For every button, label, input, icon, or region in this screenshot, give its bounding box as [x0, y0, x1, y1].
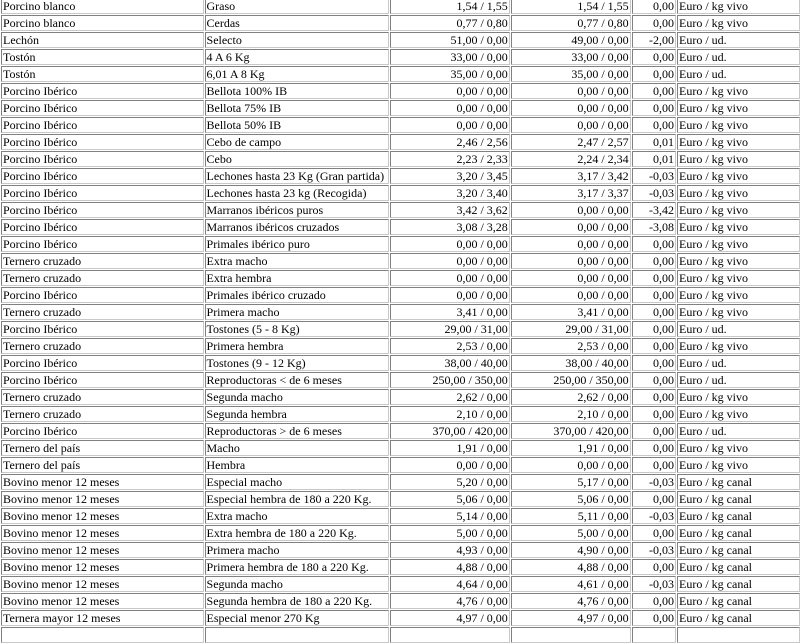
current-price-cell: 4,97 / 0,00	[511, 610, 631, 626]
type-cell: Segunda macho	[205, 576, 389, 592]
table-row	[1, 593, 800, 609]
previous-price-cell: 29,00 / 31,00	[390, 321, 510, 337]
category-cell: Porcino Ibérico	[1, 423, 204, 439]
table-row	[1, 491, 800, 507]
unit-cell: Euro / kg canal	[677, 474, 800, 490]
current-price-cell: 2,10 / 0,00	[511, 406, 631, 422]
table-row	[1, 457, 800, 473]
previous-price-cell: 2,53 / 0,00	[390, 338, 510, 354]
table-row	[1, 338, 800, 354]
type-cell: Bellota 100% IB	[205, 83, 389, 99]
change-cell: -0,03	[632, 168, 676, 184]
unit-cell: Euro / kg vivo	[677, 185, 800, 201]
unit-cell: Euro / kg canal	[677, 576, 800, 592]
type-cell: Segunda macho	[205, 389, 389, 405]
change-cell: -2,00	[632, 32, 676, 48]
change-cell: 0,00	[632, 117, 676, 133]
category-cell: Bovino menor 12 meses	[1, 576, 204, 592]
current-price-cell: 4,61 / 0,00	[511, 576, 631, 592]
current-price-cell: 0,00 / 0,00	[511, 219, 631, 235]
table-row	[1, 134, 800, 150]
change-cell: -3,08	[632, 219, 676, 235]
unit-cell: Euro / ud.	[677, 372, 800, 388]
unit-cell: Euro / kg vivo	[677, 134, 800, 150]
table-row	[1, 389, 800, 405]
type-cell: Reproductoras < de 6 meses	[205, 372, 389, 388]
change-cell: -0,03	[632, 185, 676, 201]
table-row	[1, 185, 800, 201]
change-cell: 0,00	[632, 270, 676, 286]
change-cell: 0,00	[632, 0, 676, 14]
previous-price-cell: 0,77 / 0,80	[390, 15, 510, 31]
change-cell: 0,01	[632, 151, 676, 167]
type-cell: Cebo de campo	[205, 134, 389, 150]
type-cell: Graso	[205, 0, 389, 14]
category-cell: Bovino menor 12 meses	[1, 525, 204, 541]
previous-price-cell: 0,00 / 0,00	[390, 287, 510, 303]
category-cell: Ternero cruzado	[1, 389, 204, 405]
unit-cell: Euro / kg vivo	[677, 253, 800, 269]
table-row	[1, 117, 800, 133]
category-cell: Porcino Ibérico	[1, 151, 204, 167]
category-cell: Ternera mayor 12 meses	[1, 610, 204, 626]
unit-cell	[677, 627, 800, 643]
type-cell: Cebo	[205, 151, 389, 167]
previous-price-cell: 4,76 / 0,00	[390, 593, 510, 609]
change-cell: -3,42	[632, 202, 676, 218]
table-row	[1, 66, 800, 82]
previous-price-cell: 5,14 / 0,00	[390, 508, 510, 524]
table-row	[1, 610, 800, 626]
unit-cell: Euro / ud.	[677, 32, 800, 48]
previous-price-cell: 0,00 / 0,00	[390, 457, 510, 473]
previous-price-cell: 3,20 / 3,40	[390, 185, 510, 201]
category-cell: Porcino Ibérico	[1, 355, 204, 371]
current-price-cell: 0,00 / 0,00	[511, 236, 631, 252]
current-price-cell	[511, 627, 631, 643]
unit-cell: Euro / kg canal	[677, 559, 800, 575]
category-cell: Bovino menor 12 meses	[1, 542, 204, 558]
current-price-cell: 0,00 / 0,00	[511, 287, 631, 303]
category-cell: Porcino Ibérico	[1, 185, 204, 201]
category-cell: Porcino Ibérico	[1, 83, 204, 99]
table-row	[1, 423, 800, 439]
previous-price-cell: 4,93 / 0,00	[390, 542, 510, 558]
change-cell: 0,01	[632, 134, 676, 150]
unit-cell: Euro / kg vivo	[677, 202, 800, 218]
change-cell: 0,00	[632, 440, 676, 456]
type-cell: Primera macho	[205, 542, 389, 558]
table-row	[1, 525, 800, 541]
current-price-cell: 0,77 / 0,80	[511, 15, 631, 31]
change-cell: 0,00	[632, 66, 676, 82]
change-cell: 0,00	[632, 491, 676, 507]
unit-cell: Euro / kg vivo	[677, 406, 800, 422]
previous-price-cell: 51,00 / 0,00	[390, 32, 510, 48]
table-row	[1, 576, 800, 592]
table-row	[1, 440, 800, 456]
previous-price-cell: 0,00 / 0,00	[390, 117, 510, 133]
current-price-cell: 4,88 / 0,00	[511, 559, 631, 575]
category-cell: Ternero cruzado	[1, 270, 204, 286]
type-cell: Segunda hembra	[205, 406, 389, 422]
previous-price-cell: 38,00 / 40,00	[390, 355, 510, 371]
current-price-cell: 2,47 / 2,57	[511, 134, 631, 150]
category-cell: Porcino blanco	[1, 15, 204, 31]
previous-price-cell: 4,88 / 0,00	[390, 559, 510, 575]
previous-price-cell: 5,20 / 0,00	[390, 474, 510, 490]
previous-price-cell: 4,64 / 0,00	[390, 576, 510, 592]
unit-cell: Euro / kg vivo	[677, 457, 800, 473]
current-price-cell: 33,00 / 0,00	[511, 49, 631, 65]
type-cell: Especial menor 270 Kg	[205, 610, 389, 626]
change-cell: 0,00	[632, 423, 676, 439]
category-cell: Porcino Ibérico	[1, 287, 204, 303]
unit-cell: Euro / kg vivo	[677, 83, 800, 99]
type-cell: Cerdas	[205, 15, 389, 31]
category-cell: Porcino Ibérico	[1, 219, 204, 235]
change-cell: 0,00	[632, 304, 676, 320]
change-cell: 0,00	[632, 525, 676, 541]
change-cell: 0,00	[632, 253, 676, 269]
unit-cell: Euro / kg canal	[677, 542, 800, 558]
previous-price-cell: 2,10 / 0,00	[390, 406, 510, 422]
change-cell: 0,00	[632, 372, 676, 388]
unit-cell: Euro / kg canal	[677, 525, 800, 541]
table-row	[1, 219, 800, 235]
type-cell: Primales ibérico cruzado	[205, 287, 389, 303]
change-cell: 0,00	[632, 406, 676, 422]
type-cell: Segunda hembra de 180 a 220 Kg.	[205, 593, 389, 609]
category-cell: Tostón	[1, 49, 204, 65]
type-cell: Primales ibérico puro	[205, 236, 389, 252]
type-cell: Extra macho	[205, 508, 389, 524]
current-price-cell: 4,90 / 0,00	[511, 542, 631, 558]
category-cell: Porcino Ibérico	[1, 117, 204, 133]
table-row	[1, 559, 800, 575]
current-price-cell: 3,17 / 3,42	[511, 168, 631, 184]
table-row	[1, 15, 800, 31]
change-cell: -0,03	[632, 576, 676, 592]
previous-price-cell: 0,00 / 0,00	[390, 253, 510, 269]
table-row	[1, 202, 800, 218]
previous-price-cell: 3,42 / 3,62	[390, 202, 510, 218]
change-cell: 0,00	[632, 15, 676, 31]
type-cell: Lechones hasta 23 Kg (Gran partida)	[205, 168, 389, 184]
unit-cell: Euro / ud.	[677, 66, 800, 82]
table-row	[1, 508, 800, 524]
unit-cell: Euro / kg vivo	[677, 0, 800, 14]
unit-cell: Euro / kg vivo	[677, 389, 800, 405]
current-price-cell: 0,00 / 0,00	[511, 83, 631, 99]
current-price-cell: 2,24 / 2,34	[511, 151, 631, 167]
current-price-cell: 250,00 / 350,00	[511, 372, 631, 388]
previous-price-cell: 4,97 / 0,00	[390, 610, 510, 626]
category-cell: Bovino menor 12 meses	[1, 474, 204, 490]
current-price-cell: 35,00 / 0,00	[511, 66, 631, 82]
type-cell: Extra hembra	[205, 270, 389, 286]
current-price-cell: 0,00 / 0,00	[511, 253, 631, 269]
category-cell	[1, 627, 204, 643]
previous-price-cell	[390, 627, 510, 643]
unit-cell: Euro / kg canal	[677, 508, 800, 524]
previous-price-cell: 2,23 / 2,33	[390, 151, 510, 167]
current-price-cell: 5,17 / 0,00	[511, 474, 631, 490]
table-row	[1, 287, 800, 303]
unit-cell: Euro / kg vivo	[677, 236, 800, 252]
unit-cell: Euro / kg vivo	[677, 168, 800, 184]
current-price-cell: 49,00 / 0,00	[511, 32, 631, 48]
table-row	[1, 372, 800, 388]
previous-price-cell: 3,20 / 3,45	[390, 168, 510, 184]
unit-cell: Euro / kg vivo	[677, 440, 800, 456]
type-cell: Lechones hasta 23 kg (Recogida)	[205, 185, 389, 201]
change-cell: 0,00	[632, 83, 676, 99]
change-cell	[632, 627, 676, 643]
type-cell: Extra hembra de 180 a 220 Kg.	[205, 525, 389, 541]
type-cell: Reproductoras > de 6 meses	[205, 423, 389, 439]
category-cell: Porcino Ibérico	[1, 321, 204, 337]
unit-cell: Euro / kg vivo	[677, 15, 800, 31]
unit-cell: Euro / kg vivo	[677, 117, 800, 133]
previous-price-cell: 5,06 / 0,00	[390, 491, 510, 507]
category-cell: Ternero del país	[1, 440, 204, 456]
category-cell: Porcino Ibérico	[1, 202, 204, 218]
table-row	[1, 253, 800, 269]
change-cell: -0,03	[632, 542, 676, 558]
table-row	[1, 474, 800, 490]
unit-cell: Euro / kg vivo	[677, 151, 800, 167]
previous-price-cell: 3,08 / 3,28	[390, 219, 510, 235]
change-cell: 0,00	[632, 236, 676, 252]
category-cell: Ternero cruzado	[1, 406, 204, 422]
previous-price-cell: 2,62 / 0,00	[390, 389, 510, 405]
type-cell: Bellota 50% IB	[205, 117, 389, 133]
category-cell: Porcino Ibérico	[1, 236, 204, 252]
type-cell: Especial hembra de 180 a 220 Kg.	[205, 491, 389, 507]
current-price-cell: 0,00 / 0,00	[511, 117, 631, 133]
type-cell: Extra macho	[205, 253, 389, 269]
current-price-cell: 3,41 / 0,00	[511, 304, 631, 320]
previous-price-cell: 35,00 / 0,00	[390, 66, 510, 82]
current-price-cell: 2,53 / 0,00	[511, 338, 631, 354]
table-row	[1, 168, 800, 184]
table-row	[1, 627, 800, 643]
current-price-cell: 1,91 / 0,00	[511, 440, 631, 456]
type-cell: Bellota 75% IB	[205, 100, 389, 116]
current-price-cell: 0,00 / 0,00	[511, 202, 631, 218]
table-row	[1, 236, 800, 252]
category-cell: Porcino Ibérico	[1, 100, 204, 116]
change-cell: 0,00	[632, 338, 676, 354]
current-price-cell: 3,17 / 3,37	[511, 185, 631, 201]
category-cell: Porcino blanco	[1, 0, 204, 14]
change-cell: 0,00	[632, 287, 676, 303]
unit-cell: Euro / kg vivo	[677, 100, 800, 116]
previous-price-cell: 0,00 / 0,00	[390, 270, 510, 286]
change-cell: 0,00	[632, 457, 676, 473]
type-cell: 4 A 6 Kg	[205, 49, 389, 65]
unit-cell: Euro / kg vivo	[677, 287, 800, 303]
unit-cell: Euro / kg vivo	[677, 304, 800, 320]
unit-cell: Euro / kg vivo	[677, 338, 800, 354]
unit-cell: Euro / ud.	[677, 321, 800, 337]
category-cell: Ternero cruzado	[1, 338, 204, 354]
change-cell: 0,00	[632, 389, 676, 405]
current-price-cell: 0,00 / 0,00	[511, 270, 631, 286]
previous-price-cell: 33,00 / 0,00	[390, 49, 510, 65]
table-row	[1, 304, 800, 320]
change-cell: 0,00	[632, 49, 676, 65]
unit-cell: Euro / ud.	[677, 355, 800, 371]
change-cell: 0,00	[632, 321, 676, 337]
change-cell: 0,00	[632, 610, 676, 626]
category-cell: Bovino menor 12 meses	[1, 593, 204, 609]
change-cell: -0,03	[632, 474, 676, 490]
current-price-cell: 2,62 / 0,00	[511, 389, 631, 405]
table-row	[1, 321, 800, 337]
unit-cell: Euro / kg canal	[677, 593, 800, 609]
previous-price-cell: 0,00 / 0,00	[390, 236, 510, 252]
category-cell: Lechón	[1, 32, 204, 48]
type-cell: Selecto	[205, 32, 389, 48]
previous-price-cell: 1,54 / 1,55	[390, 0, 510, 14]
previous-price-cell: 5,00 / 0,00	[390, 525, 510, 541]
category-cell: Ternero cruzado	[1, 253, 204, 269]
current-price-cell: 5,06 / 0,00	[511, 491, 631, 507]
table-row	[1, 32, 800, 48]
table-row	[1, 270, 800, 286]
current-price-cell: 1,54 / 1,55	[511, 0, 631, 14]
price-table-body	[1, 0, 800, 643]
category-cell: Ternero cruzado	[1, 304, 204, 320]
previous-price-cell: 0,00 / 0,00	[390, 100, 510, 116]
table-row	[1, 0, 800, 14]
type-cell: 6,01 A 8 Kg	[205, 66, 389, 82]
type-cell: Hembra	[205, 457, 389, 473]
current-price-cell: 370,00 / 420,00	[511, 423, 631, 439]
category-cell: Bovino menor 12 meses	[1, 559, 204, 575]
unit-cell: Euro / ud.	[677, 423, 800, 439]
change-cell: 0,00	[632, 593, 676, 609]
category-cell: Porcino Ibérico	[1, 134, 204, 150]
change-cell: -0,03	[632, 508, 676, 524]
table-row	[1, 406, 800, 422]
change-cell: 0,00	[632, 355, 676, 371]
current-price-cell: 0,00 / 0,00	[511, 100, 631, 116]
type-cell: Especial macho	[205, 474, 389, 490]
previous-price-cell: 2,46 / 2,56	[390, 134, 510, 150]
change-cell: 0,00	[632, 559, 676, 575]
current-price-cell: 5,00 / 0,00	[511, 525, 631, 541]
type-cell: Marranos ibéricos cruzados	[205, 219, 389, 235]
unit-cell: Euro / ud.	[677, 49, 800, 65]
previous-price-cell: 250,00 / 350,00	[390, 372, 510, 388]
unit-cell: Euro / kg canal	[677, 491, 800, 507]
type-cell: Tostones (5 - 8 Kg)	[205, 321, 389, 337]
previous-price-cell: 0,00 / 0,00	[390, 83, 510, 99]
previous-price-cell: 3,41 / 0,00	[390, 304, 510, 320]
table-row	[1, 100, 800, 116]
table-row	[1, 49, 800, 65]
table-row	[1, 542, 800, 558]
table-row	[1, 355, 800, 371]
current-price-cell: 4,76 / 0,00	[511, 593, 631, 609]
previous-price-cell: 370,00 / 420,00	[390, 423, 510, 439]
type-cell: Macho	[205, 440, 389, 456]
table-row	[1, 151, 800, 167]
unit-cell: Euro / kg vivo	[677, 270, 800, 286]
category-cell: Tostón	[1, 66, 204, 82]
category-cell: Bovino menor 12 meses	[1, 491, 204, 507]
type-cell: Tostones (9 - 12 Kg)	[205, 355, 389, 371]
type-cell	[205, 627, 389, 643]
current-price-cell: 38,00 / 40,00	[511, 355, 631, 371]
unit-cell: Euro / kg vivo	[677, 219, 800, 235]
current-price-cell: 29,00 / 31,00	[511, 321, 631, 337]
category-cell: Ternero del país	[1, 457, 204, 473]
type-cell: Primera hembra	[205, 338, 389, 354]
current-price-cell: 5,11 / 0,00	[511, 508, 631, 524]
category-cell: Porcino Ibérico	[1, 168, 204, 184]
unit-cell: Euro / kg canal	[677, 610, 800, 626]
table-row	[1, 83, 800, 99]
type-cell: Primera macho	[205, 304, 389, 320]
type-cell: Primera hembra de 180 a 220 Kg.	[205, 559, 389, 575]
previous-price-cell: 1,91 / 0,00	[390, 440, 510, 456]
type-cell: Marranos ibéricos puros	[205, 202, 389, 218]
current-price-cell: 0,00 / 0,00	[511, 457, 631, 473]
change-cell: 0,00	[632, 100, 676, 116]
category-cell: Porcino Ibérico	[1, 372, 204, 388]
category-cell: Bovino menor 12 meses	[1, 508, 204, 524]
